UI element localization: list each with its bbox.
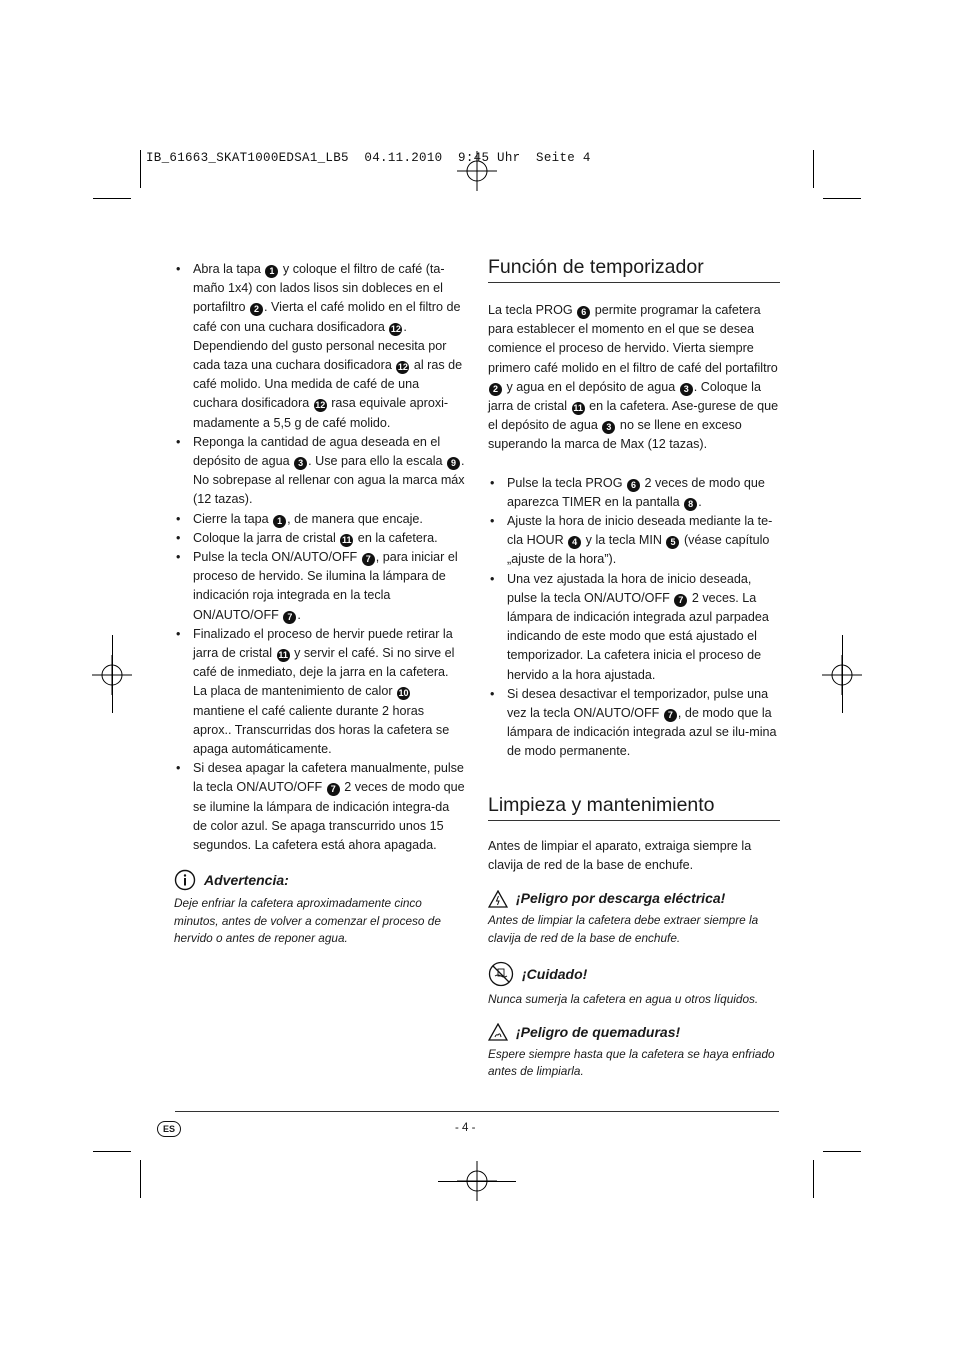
part-number-badge: 2 <box>250 303 263 316</box>
crop-mark <box>842 635 843 713</box>
warning-burn-text: Espere siempre hasta que la cafetera se haya enfriado antes de limpiarla. <box>488 1046 775 1079</box>
left-column <box>174 260 466 948</box>
part-number-badge: 1 <box>265 265 278 278</box>
part-number-badge: 5 <box>666 536 679 549</box>
section-title-cleaning: Limpieza y mantenimiento <box>488 792 780 821</box>
crop-mark <box>823 198 861 199</box>
part-number-badge: 9 <box>447 457 460 470</box>
crop-mark <box>112 635 113 713</box>
part-number-badge: 11 <box>342 534 352 545</box>
list-item: • Coloque la jarra de cristal 11 en la cafetera. <box>174 529 466 548</box>
warning-triangle-icon <box>488 890 508 908</box>
warning-care-text: Nunca sumerja la cafetera en agua u otros líquidos. <box>488 992 759 1007</box>
part-number-badge: 3 <box>680 383 693 396</box>
part-number-badge: 1 <box>273 515 286 528</box>
list-item: • Reponga la cantidad de agua deseada en el depósito de agua 3 . Use para ello la escala 9 . No sobrepase al rellenar con agua la marca máx (12 tazas). <box>174 433 466 510</box>
crop-mark <box>438 1181 516 1182</box>
section-title-timer: Función de temporizador <box>488 254 780 283</box>
part-number-badge: 12 <box>315 400 326 411</box>
list-item: • Pulse la tecla PROG 6 2 veces de modo que aparezca TIMER en la pantalla 8 . <box>488 474 780 512</box>
part-number-badge: 4 <box>568 536 581 549</box>
part-number-badge: 7 <box>283 611 296 624</box>
part-number-badge: 6 <box>577 306 590 319</box>
crop-mark <box>140 1160 141 1198</box>
list-item: • Pulse la tecla ON/AUTO/OFF 7 , para iniciar el proceso de hervido. Se ilumina la lámpara de indicación roja integrada en la tecla ON/AUTO/OFF 7 . <box>174 548 466 625</box>
crop-mark <box>93 1151 131 1152</box>
warning-burn-title: ¡Peligro de quemaduras! <box>516 1023 681 1040</box>
timer-bullet-list <box>488 474 780 762</box>
warning-electric-heading <box>488 889 780 908</box>
crop-mark <box>813 1160 814 1198</box>
info-icon <box>174 869 196 891</box>
footer-rule <box>175 1111 779 1112</box>
part-number-badge: 10 <box>398 688 409 699</box>
part-number-badge: 6 <box>627 479 640 492</box>
warning-care-title: ¡Cuidado! <box>522 965 588 982</box>
advertencia-title: Advertencia: <box>204 871 289 888</box>
list-item: • Abra la tapa 1 y coloque el filtro de café (ta-maño 1x4) con lados lisos sin dobleces en el portafiltro 2 . Vierta el café molido en el filtro de café con una cuchara dosificadora 12 . Dependiendo del gusto personal necesita por cada taza una cuchara dosificadora 12 al ras de café molido. Una medida de café de una cuchara dosificadora 12 rasa equivale aproxi-madamente a 5,5 g de café molido. <box>174 260 466 433</box>
part-number-badge: 3 <box>602 421 615 434</box>
part-number-badge: 12 <box>390 323 401 334</box>
advertencia-heading <box>174 869 466 891</box>
part-number-badge: 7 <box>327 783 340 796</box>
print-slug: IB_61663_SKAT1000EDSA1_LB5 04.11.2010 9:45 Uhr Seite 4 <box>146 151 591 165</box>
list-item: • Finalizado el proceso de hervir puede retirar la jarra de cristal 11 y servir el café. Si no sirve el café de inmediato, deje la jarra en la cafetera. La placa de mantenimiento de calor 10 mantiene el café caliente durante 2 horas aprox.. Transcurridas dos horas la cafetera se apaga automáticamente. <box>174 625 466 759</box>
list-item: • Si desea apagar la cafetera manualmente, pulse la tecla ON/AUTO/OFF 7 2 veces de modo que se ilumine la lámpara de indicación integra-da de color azul. Se apaga transcurrido unos 15 segundos. La cafetera está ahora apagada. <box>174 759 466 855</box>
crop-mark <box>140 150 141 188</box>
cleaning-text: Antes de limpiar el aparato, extraiga siempre la clavija de red de la base de enchufe. <box>488 838 752 872</box>
warning-care-heading <box>488 961 780 987</box>
right-column <box>488 254 780 1081</box>
timer-intro: La tecla PROG 6 permite programar la cafetera para establecer el momento en el que se desea comience el proceso de hervido. Vierta siempre primero café molido en el filtro de café del portafiltro 2 y agua en el depósito de agua 3 . Coloque la jarra de cristal 11 en la cafetera. Ase-gurese de que el depósito de agua 3 no se llene en exceso superando la marca de Max (12 tazas). <box>488 303 779 452</box>
left-bullet-list <box>174 260 466 855</box>
page-number: - 4 - <box>455 1122 476 1134</box>
list-item: • Ajuste la hora de inicio deseada mediante la te-cla HOUR 4 y la tecla MIN 5 (véase capítulo „ajuste de la hora”). <box>488 512 780 570</box>
warning-electric-text: Antes de limpiar la cafetera debe extraer siempre la clavija de red de la base de enchufe. <box>488 913 759 945</box>
part-number-badge: 3 <box>294 457 307 470</box>
no-submerge-icon <box>488 961 514 987</box>
warning-triangle-icon <box>488 1023 508 1041</box>
crop-mark <box>813 150 814 188</box>
list-item: • Cierre la tapa 1 , de manera que encaje. <box>174 510 466 529</box>
warning-burn-heading <box>488 1023 780 1042</box>
language-badge: ES <box>157 1121 181 1137</box>
part-number-badge: 2 <box>489 383 502 396</box>
advertencia-text: Deje enfriar la cafetera aproximadamente cinco minutos, antes de volver a comenzar el proceso de hervido o antes de reponer agua. <box>174 896 441 946</box>
list-item: • Si desea desactivar el temporizador, pulse una vez la tecla ON/AUTO/OFF 7 , de modo que la lámpara de indicación integrada azul se ilu-mina de modo permanente. <box>488 685 780 762</box>
part-number-badge: 11 <box>278 650 288 661</box>
part-number-badge: 7 <box>362 553 375 566</box>
part-number-badge: 7 <box>674 594 687 607</box>
warning-electric-title: ¡Peligro por descarga eléctrica! <box>516 890 726 907</box>
part-number-badge: 12 <box>397 362 408 373</box>
part-number-badge: 7 <box>664 709 677 722</box>
list-item: • Una vez ajustada la hora de inicio deseada, pulse la tecla ON/AUTO/OFF 7 2 veces. La lámpara de indicación integrada azul parpadea indicando de este modo que está ajustado el temporizador. La cafetera inicia el proceso de hervido a la hora ajustada. <box>488 570 780 685</box>
crop-mark <box>93 198 131 199</box>
part-number-badge: 11 <box>573 403 583 414</box>
crop-mark <box>823 1151 861 1152</box>
part-number-badge: 8 <box>684 498 697 511</box>
